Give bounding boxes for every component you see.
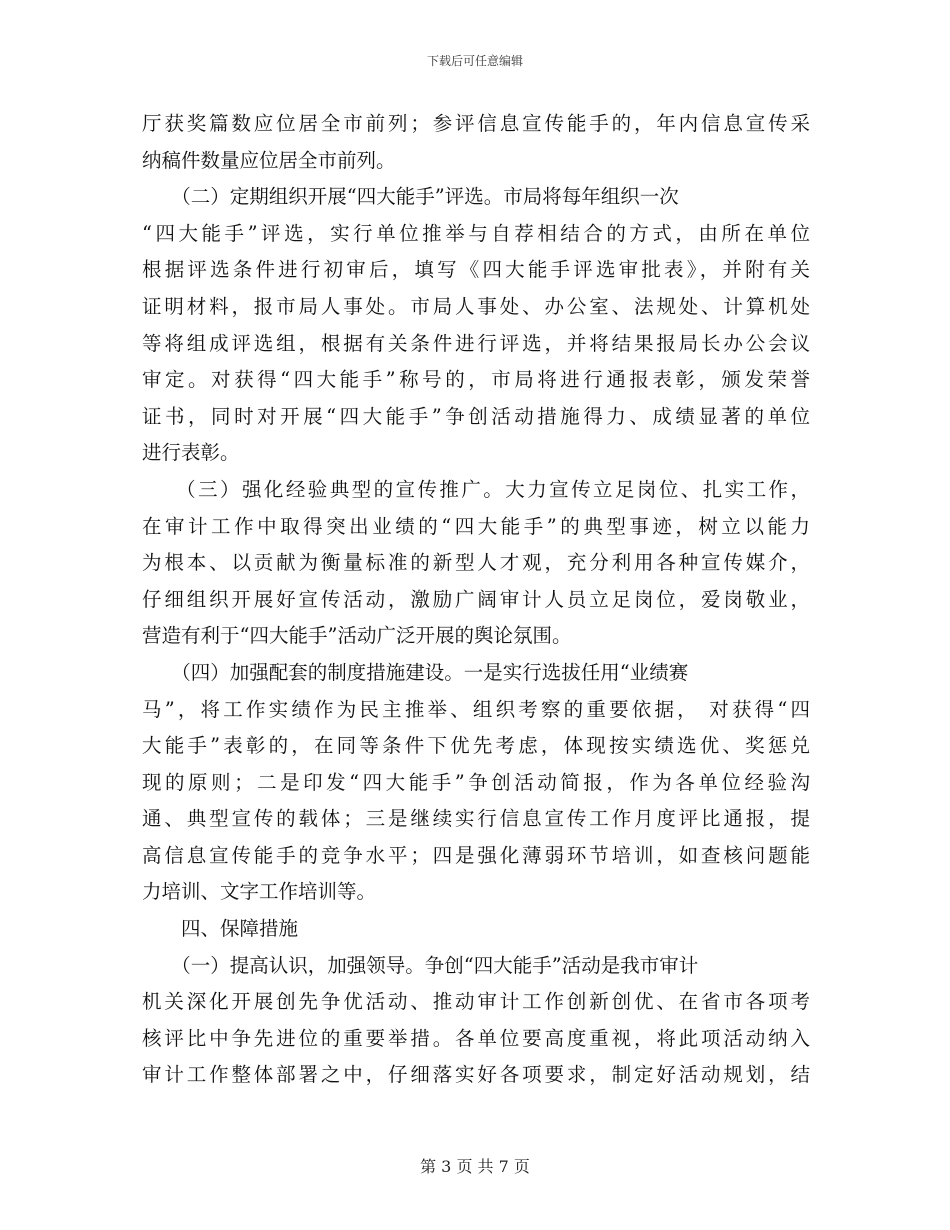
text-line: 等将组成评选组，根据有关条件进行评选，并将结果报局长办公会议 — [142, 331, 810, 355]
text-line: 仔细组织开展好宣传活动，激励广阔审计人员立足岗位，爱岗敬业， — [142, 587, 810, 611]
text-line: 根据评选条件进行初审后，填写《四大能手评选审批表》，并附有关 — [142, 258, 810, 282]
text-line: 纳稿件数量应位居全市前列。 — [142, 148, 396, 172]
page-header-note: 下载后可任意编辑 — [426, 54, 523, 68]
text-line: 现的原则；二是印发“四大能手”争创活动简报，作为各单位经验沟 — [142, 770, 810, 794]
text-line: （三）强化经验典型的宣传推广。大力宣传立足岗位、扎实工作， — [142, 477, 810, 501]
text-line: 为根本、以贡献为衡量标准的新型人才观，充分利用各种宣传媒介， — [142, 551, 810, 575]
text-line: 在审计工作中取得突出业绩的“四大能手”的典型事迹，树立以能力 — [142, 514, 810, 538]
section-heading: 四、保障措施 — [142, 917, 299, 941]
text-line: （二）定期组织开展“四大能手”评选。市局将每年组织一次 — [142, 185, 679, 209]
text-line: 厅获奖篇数应位居全市前列；参评信息宣传能手的，年内信息宣传采 — [142, 112, 810, 135]
text-line: 机关深化开展创先争优活动、推动审计工作创新创优、在省市各项考 — [142, 990, 810, 1014]
text-line: 证明材料，报市局人事处。市局人事处、办公室、法规处、计算机处 — [142, 294, 810, 318]
text-line: 证书，同时对开展“四大能手”争创活动措施得力、成绩显著的单位 — [142, 404, 810, 428]
text-line: （四）加强配套的制度措施建设。一是实行选拔任用“业绩赛 — [142, 660, 689, 684]
text-line: 高信息宣传能手的竞争水平；四是强化薄弱环节培训，如查核问题能 — [142, 843, 810, 867]
text-line: “四大能手”评选，实行单位推举与自荐相结合的方式，由所在单位 — [142, 221, 810, 245]
text-line: 营造有利于“四大能手”活动广泛开展的舆论氛围。 — [142, 624, 572, 648]
text-line: 大能手”表彰的，在同等条件下优先考虑，体现按实绩选优、奖惩兑 — [142, 734, 810, 758]
text-line: 审计工作整体部署之中，仔细落实好各项要求，制定好活动规划，结 — [142, 1063, 810, 1087]
text-line: 力培训、文字工作培训等。 — [142, 880, 377, 904]
text-line: 通、典型宣传的载体；三是继续实行信息宣传工作月度评比通报，提 — [142, 807, 810, 831]
text-line: 马”，将工作实绩作为民主推举、组织考察的重要依据， 对获得“四 — [142, 697, 810, 721]
text-line: 进行表彰。 — [142, 441, 240, 465]
text-line: 审定。对获得“四大能手”称号的，市局将进行通报表彰，颁发荣誉 — [142, 368, 810, 392]
text-line: （一）提高认识，加强领导。争创“四大能手”活动是我市审计 — [142, 953, 699, 977]
document-body — [142, 106, 810, 1094]
page-number-footer: 第 3 页 共 7 页 — [420, 1157, 530, 1176]
text-line: 核评比中争先进位的重要举措。各单位要高度重视，将此项活动纳入 — [142, 1026, 810, 1050]
